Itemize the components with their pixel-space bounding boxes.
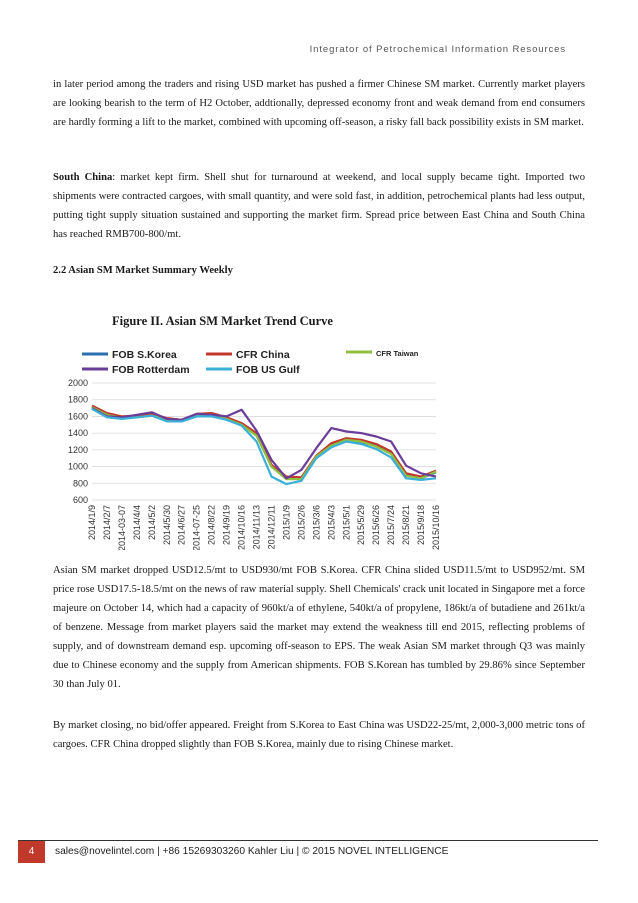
paragraph-4: By market closing, no bid/offer appeared. Freight from S.Korea to East China was USD22-25/mt, 2,000-3,000 metric tons of cargoes. CFR China dropped slightly than FOB S.Korea, mainly due to rising Chinese market. (53, 720, 585, 750)
x-tick-label: 2014/2/7 (101, 505, 112, 541)
y-tick-label: 1400 (67, 428, 88, 439)
series-line-fob-rotterdam (92, 408, 436, 478)
y-tick-label: 1600 (67, 411, 88, 422)
x-tick-label: 2015/5/29 (356, 505, 367, 546)
x-tick-label: 2014/12/11 (266, 505, 277, 550)
legend-label: FOB Rotterdam (112, 364, 190, 376)
paragraph-2-lead: South China (53, 172, 113, 183)
y-tick-label: 800 (72, 478, 88, 489)
footer-text: sales@novelintel.com | +86 15269303260 Kahler Liu | © 2015 NOVEL INTELLIGENCE (55, 846, 449, 857)
x-tick-label: 2015/6/26 (371, 505, 382, 546)
x-tick-label: 2014-03-07 (116, 505, 127, 550)
x-tick-label: 2014/8/22 (206, 505, 217, 546)
x-tick-label: 2015/3/6 (311, 505, 322, 541)
x-tick-label: 2014/10/16 (236, 505, 247, 550)
x-tick-label: 2014/4/4 (131, 505, 142, 541)
x-tick-label: 2014/1/9 (87, 505, 97, 541)
paragraph-2-body: : market kept firm. Shell shut for turnaround at weekend, and local supply became tight. Imported two shipments were contracted cargoes, with small quantity, and were sold fast, in addition, petrochemical plants had less output, putting tight supply situation sustained and supporting the market firm. Spread price between East China and South China has reached RMB700-800/mt. (53, 172, 585, 240)
page-header: Integrator of Petrochemical Information Resources (309, 44, 566, 55)
legend-label: FOB S.Korea (112, 349, 177, 361)
x-tick-label: 2015/8/21 (401, 505, 412, 546)
x-tick-label: 2015/4/3 (326, 505, 337, 541)
section-title: 2.2 Asian SM Market Summary Weekly (53, 265, 233, 276)
x-tick-label: 2014/11/13 (251, 505, 262, 550)
y-tick-label: 600 (72, 495, 88, 505)
y-tick-label: 1000 (67, 461, 88, 472)
legend-label: CFR Taiwan (376, 349, 419, 358)
x-tick-label: 2015/9/18 (416, 505, 427, 546)
x-tick-label: 2015/10/16 (431, 505, 441, 550)
y-tick-label: 1800 (67, 394, 88, 405)
x-tick-label: 2015/7/24 (386, 505, 397, 546)
page-number: 4 (18, 841, 45, 863)
y-tick-label: 1200 (67, 444, 88, 455)
trend-chart (56, 345, 446, 555)
x-tick-label: 2014/5/2 (146, 505, 157, 541)
x-tick-label: 2014-07-25 (191, 505, 202, 550)
paragraph-2 (53, 168, 585, 244)
trend-chart-svg (56, 345, 446, 550)
x-tick-label: 2014/9/19 (221, 505, 232, 546)
footer-divider (18, 840, 598, 841)
paragraph-1: in later period among the traders and rising USD market has pushed a firmer Chinese SM market. Currently market players are looking bearish to the term of H2 October, addtionally, depressed economy front and weak demand from end consumers are hardly forming a lift to the market, combined with upcoming off-season, a risky fall back possibility exists in SM market. (53, 79, 585, 128)
x-tick-label: 2014/5/30 (161, 505, 172, 546)
y-tick-label: 2000 (67, 378, 88, 388)
x-tick-label: 2015/5/1 (341, 505, 352, 541)
legend-label: FOB US Gulf (236, 364, 300, 376)
figure-title: Figure II. Asian SM Market Trend Curve (112, 314, 333, 328)
x-tick-label: 2015/2/6 (296, 505, 307, 541)
x-tick-label: 2015/1/9 (281, 505, 292, 541)
legend-label: CFR China (236, 349, 290, 361)
x-tick-label: 2014/6/27 (176, 505, 187, 546)
paragraph-3: Asian SM market dropped USD12.5/mt to USD930/mt FOB S.Korea. CFR China slided USD11.5/mt to USD952/mt. SM price rose USD17.5-18.5/mt on the news of raw material supply. Shell Chemicals' crack unit located in Singapore met a force majeure on October 14, which had a capacity of 960kt/a of ethylene, 540kt/a of propylene, 186kt/a of butadiene and 261kt/a of benzene. Message from market players said the market may extend the weakness till end 2015, reflecting problems of supply, and of downstream demand esp. upcoming off-season to EPS. The weak Asian SM market through Q3 was mainly due to Chinese economy and the supply from American shipments. FOB S.Korean has tumbled by 29.86% since September 30 than July 01. (53, 565, 585, 690)
